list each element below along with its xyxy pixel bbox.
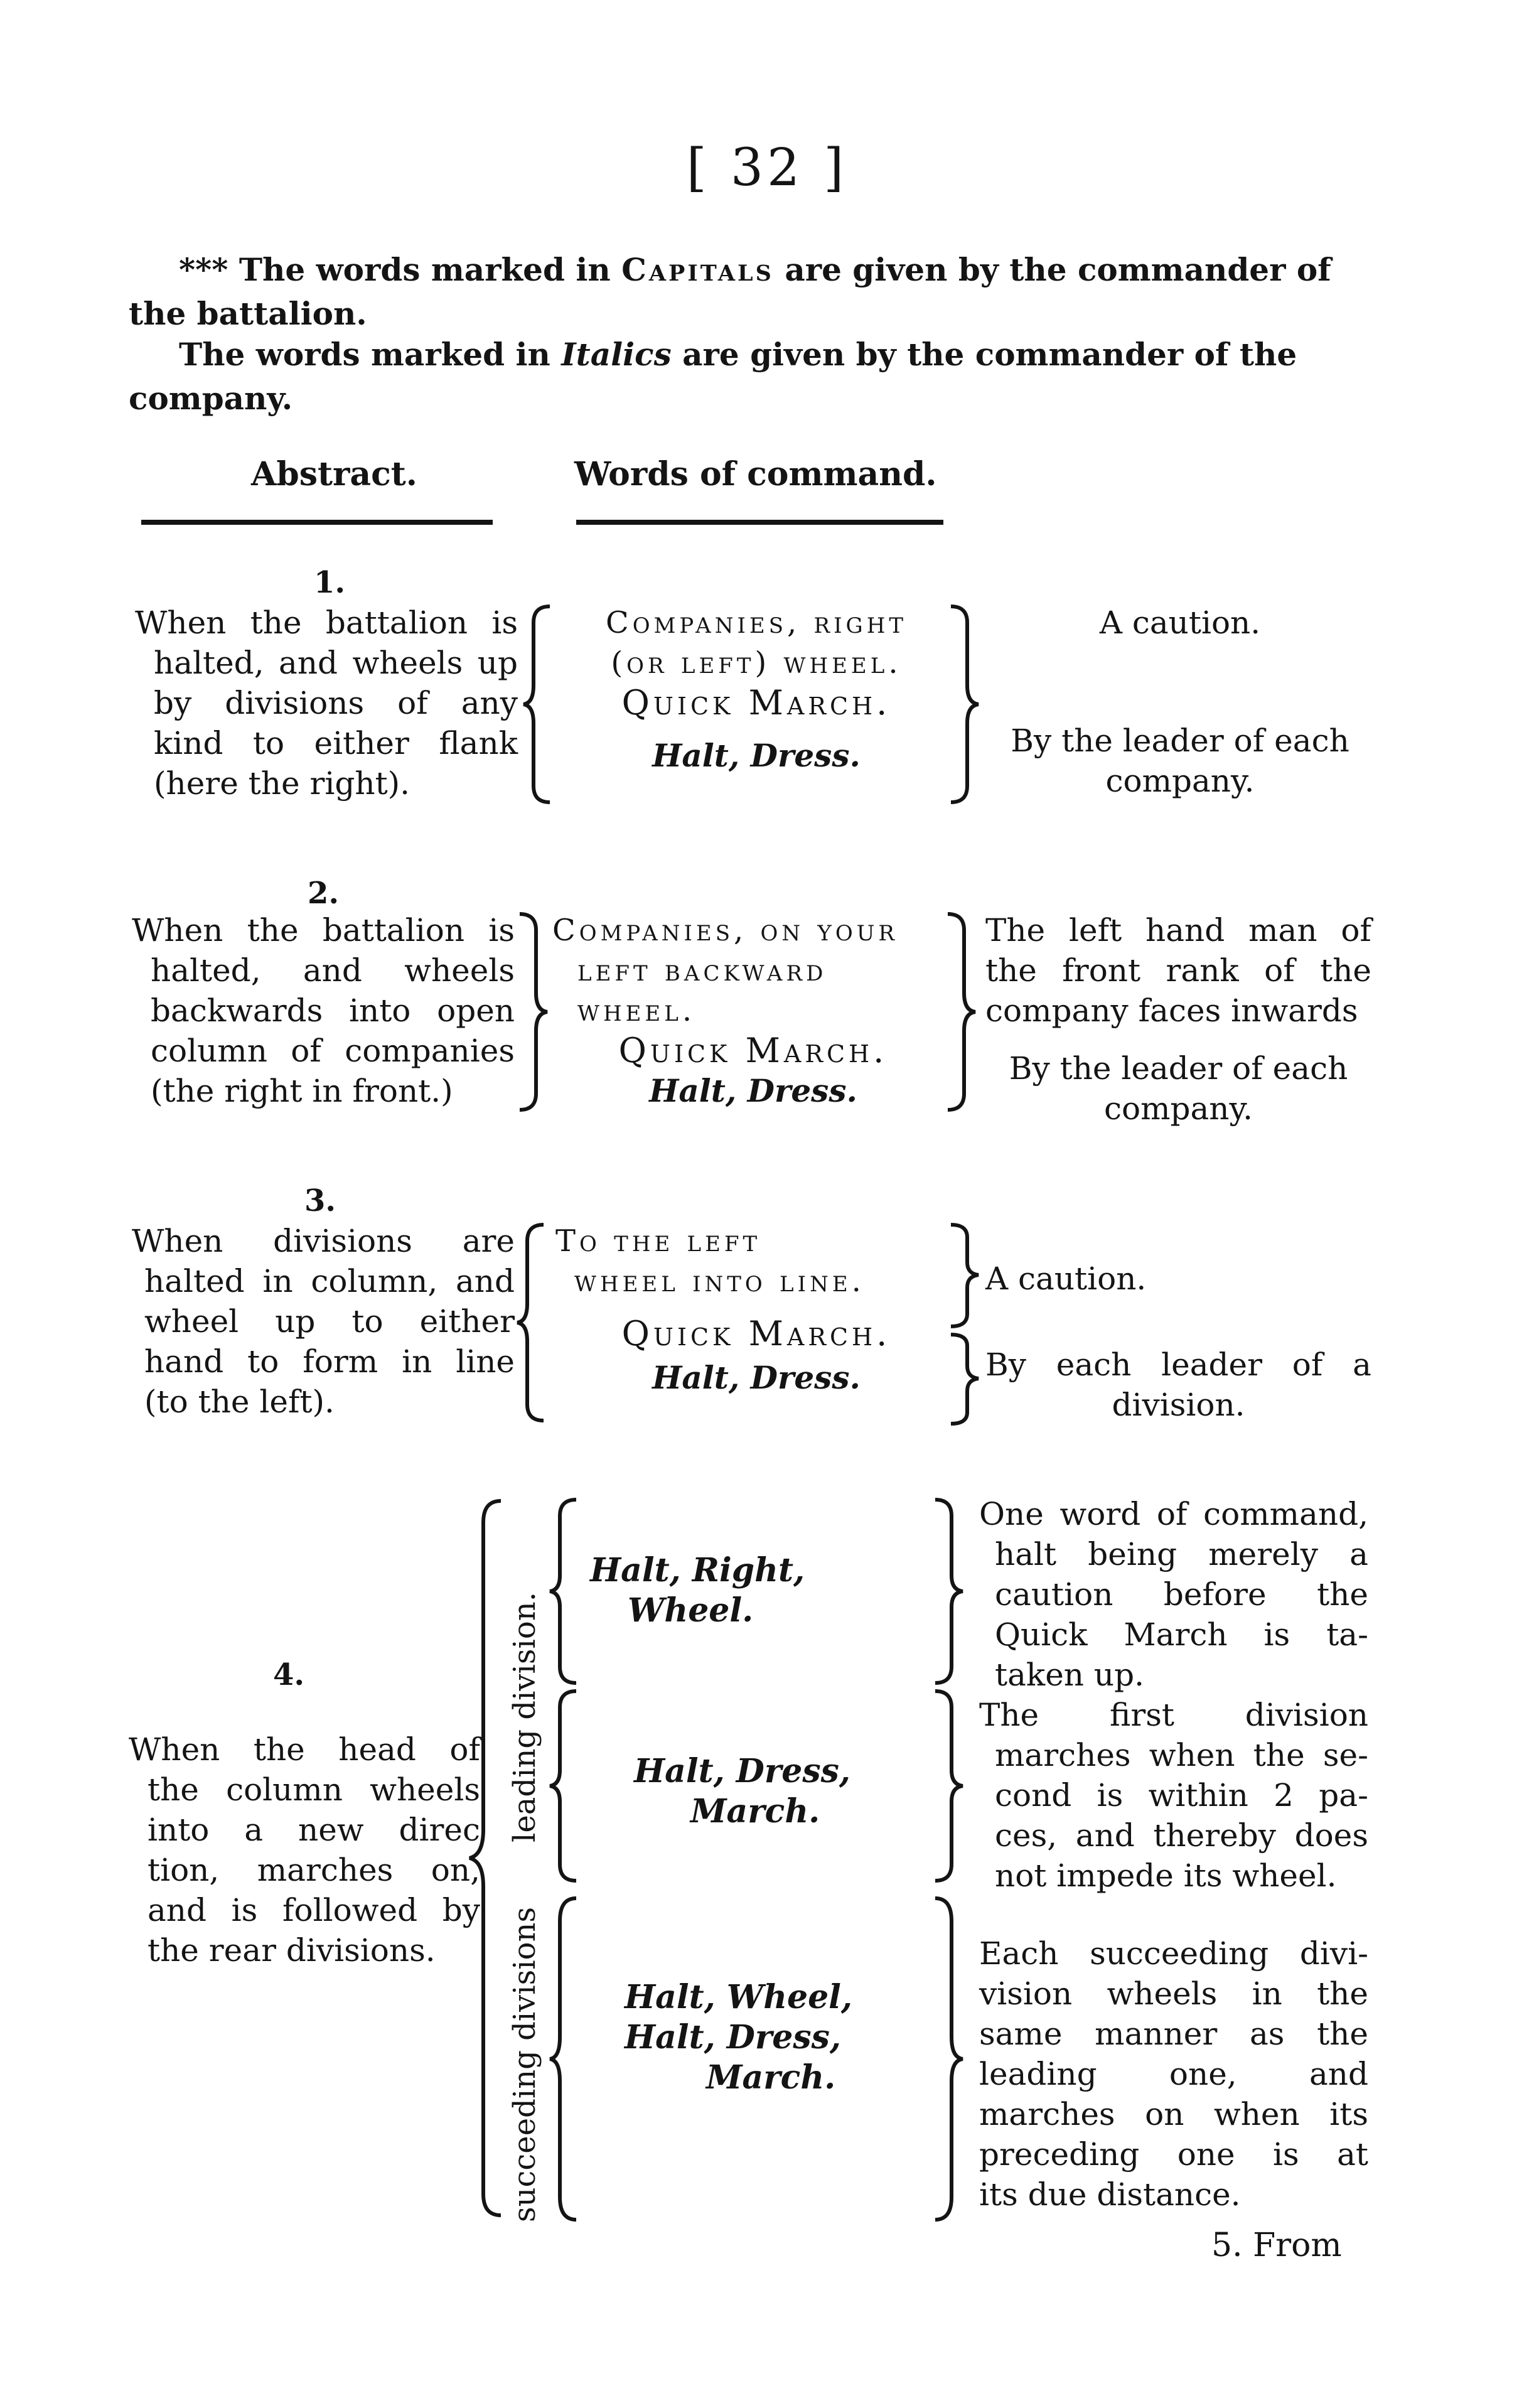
- remark-line: cond is within 2 pa-: [995, 1777, 1368, 1814]
- command-caps-line: Companies, on your: [552, 913, 898, 948]
- section-remark: [985, 1048, 1371, 1129]
- section-remark: [985, 910, 1371, 1031]
- section-abstract: [132, 910, 515, 1111]
- abstract-line: backwards into open: [151, 992, 515, 1029]
- abstract-line: hand to form in line: [144, 1343, 515, 1380]
- remark-line: marches when the se-: [995, 1737, 1368, 1773]
- capitals-note-suffix: are given by the commander of the battalion.: [129, 251, 1331, 332]
- remark-line: By the leader of each: [1011, 723, 1349, 759]
- italics-note-prefix: The words marked in: [179, 336, 562, 373]
- remark-line: caution before the: [995, 1576, 1368, 1613]
- abstract-line: halted, and wheels up: [154, 645, 518, 681]
- remark-line: the front rank of the: [985, 952, 1371, 989]
- abstract-line: When divisions are: [132, 1223, 515, 1259]
- abstract-line: When the head of: [129, 1731, 480, 1768]
- italics-note: [129, 333, 1390, 421]
- remark-line: halt being merely a: [995, 1536, 1368, 1572]
- group-brace-icon: [464, 1497, 508, 2219]
- right-brace-icon: [929, 1689, 967, 1883]
- section-remark: [985, 1345, 1371, 1425]
- abstract-line: halted, and wheels: [151, 952, 515, 989]
- command-caps-line: (or left) wheel.: [611, 645, 902, 680]
- remark-line: not impede its wheel.: [995, 1857, 1337, 1894]
- command-italic-line: Halt, Dress.: [652, 737, 861, 774]
- catchword: 5. From: [1211, 2227, 1342, 2264]
- right-brace-icon: [945, 1332, 982, 1426]
- command-italic-line: Halt, Dress.: [652, 1359, 861, 1396]
- abstract-line: When the battalion is: [132, 912, 515, 949]
- right-brace-icon: [513, 911, 551, 1112]
- abstract-line: the column wheels: [148, 1771, 480, 1808]
- section-abstract: [132, 1221, 515, 1422]
- section-remark: [979, 1933, 1368, 2215]
- remark-line: By the leader of each: [1009, 1050, 1348, 1087]
- page-number: [ 32 ]: [686, 138, 848, 198]
- italics-note-suffix: are given by the commander of the company.: [129, 336, 1297, 417]
- left-brace-icon: [520, 604, 557, 805]
- abstract-line: the rear divisions.: [148, 1932, 436, 1969]
- command-italic-line: Halt, Wheel,: [625, 1978, 853, 2016]
- section-commands: [555, 1221, 957, 1398]
- remark-line: vision wheels in the: [979, 1975, 1368, 2012]
- left-brace-icon: [546, 1689, 584, 1883]
- abstract-header: Abstract.: [251, 455, 417, 493]
- command-caps-line: Quick March.: [618, 1031, 888, 1070]
- abstract-header-rule: [141, 520, 493, 525]
- words-of-command-header: Words of command.: [574, 455, 937, 493]
- remark-line: By each leader of a: [985, 1346, 1371, 1383]
- remark-line: company.: [1105, 763, 1255, 799]
- section-number: 4.: [273, 1657, 305, 1692]
- left-brace-icon: [546, 1896, 584, 2222]
- right-brace-icon: [929, 1497, 967, 1685]
- section-commands: [634, 1751, 948, 1832]
- abstract-line: (to the left).: [144, 1384, 335, 1420]
- section-number: 1.: [314, 565, 346, 600]
- command-italic-line: March.: [706, 2058, 836, 2097]
- remark-line: leading one, and: [979, 2056, 1368, 2092]
- remark-line: company.: [1103, 1090, 1253, 1127]
- right-brace-icon: [945, 604, 982, 805]
- command-caps-line: wheel.: [577, 993, 696, 1028]
- abstract-line: into a new direc: [148, 1812, 480, 1848]
- section-remark: [979, 1494, 1368, 1695]
- abstract-line: by divisions of any: [154, 685, 518, 721]
- section-remark: A caution.: [1099, 605, 1261, 641]
- section-abstract: [135, 603, 518, 804]
- command-caps-line: Quick March.: [621, 683, 891, 723]
- words-header-rule: [576, 520, 943, 525]
- command-italic-line: Wheel.: [628, 1591, 754, 1630]
- remark-line: taken up.: [995, 1657, 1144, 1693]
- succeeding-divisions-label: succeeding divisions: [507, 1906, 542, 2222]
- section-remark: A caution.: [985, 1260, 1147, 1297]
- command-caps-line: Companies, right: [605, 605, 908, 640]
- remark-line: The first division: [979, 1697, 1368, 1733]
- abstract-line: wheel up to either: [144, 1303, 515, 1340]
- abstract-line: When the battalion is: [135, 605, 518, 641]
- remark-line: ces, and thereby does: [995, 1817, 1368, 1854]
- section-commands: [625, 1977, 951, 2098]
- command-caps-line: wheel into line.: [574, 1264, 865, 1299]
- capitals-word: Capitals: [621, 251, 774, 288]
- abstract-line: (here the right).: [154, 765, 410, 802]
- abstract-line: (the right in front.): [151, 1073, 453, 1109]
- remark-line: division.: [1112, 1387, 1245, 1423]
- right-brace-icon: [941, 911, 979, 1112]
- section-commands: [552, 910, 954, 1111]
- right-brace-icon: [929, 1896, 967, 2222]
- right-brace-icon: [945, 1222, 982, 1329]
- remark-line: Each succeeding divi-: [979, 1935, 1368, 1972]
- command-italic-line: Halt, Dress.: [649, 1072, 857, 1109]
- left-brace-icon: [546, 1497, 584, 1685]
- section-remark: [979, 1695, 1368, 1896]
- command-italic-line: Halt, Dress,: [634, 1752, 851, 1790]
- remark-line: preceding one is at: [979, 2136, 1368, 2173]
- abstract-line: column of companies: [151, 1033, 515, 1069]
- section-number: 3.: [304, 1183, 336, 1218]
- remark-line: One word of command,: [979, 1496, 1368, 1532]
- capitals-note: [129, 248, 1390, 336]
- remark-line: company faces inwards: [985, 992, 1358, 1029]
- command-caps-line: left backward: [577, 953, 827, 988]
- remark-line: Quick March is ta-: [995, 1616, 1368, 1653]
- abstract-line: kind to either flank: [154, 725, 518, 761]
- command-italic-line: Halt, Right,: [590, 1551, 805, 1589]
- italics-word: Italics: [561, 336, 672, 373]
- command-caps-line: Quick March.: [621, 1314, 891, 1353]
- remark-line: The left hand man of: [985, 912, 1371, 949]
- remark-line: its due distance.: [979, 2176, 1241, 2213]
- capitals-note-prefix: *** The words marked in: [179, 251, 622, 288]
- abstract-line: and is followed by: [148, 1892, 480, 1928]
- leading-division-label: leading division.: [507, 1592, 542, 1842]
- command-italic-line: Halt, Dress,: [625, 2018, 842, 2056]
- section-commands: [555, 603, 957, 776]
- abstract-line: tion, marches on,: [148, 1852, 480, 1888]
- abstract-line: halted in column, and: [144, 1263, 515, 1299]
- left-brace-icon: [513, 1222, 551, 1423]
- section-abstract: [129, 1729, 480, 1970]
- remark-line: same manner as the: [979, 2016, 1368, 2052]
- command-italic-line: March.: [690, 1792, 820, 1830]
- section-number: 2.: [308, 876, 340, 911]
- command-caps-line: To the left: [555, 1223, 761, 1259]
- remark-line: marches on when its: [979, 2096, 1368, 2132]
- section-commands: [590, 1551, 941, 1631]
- section-remark: [985, 721, 1375, 801]
